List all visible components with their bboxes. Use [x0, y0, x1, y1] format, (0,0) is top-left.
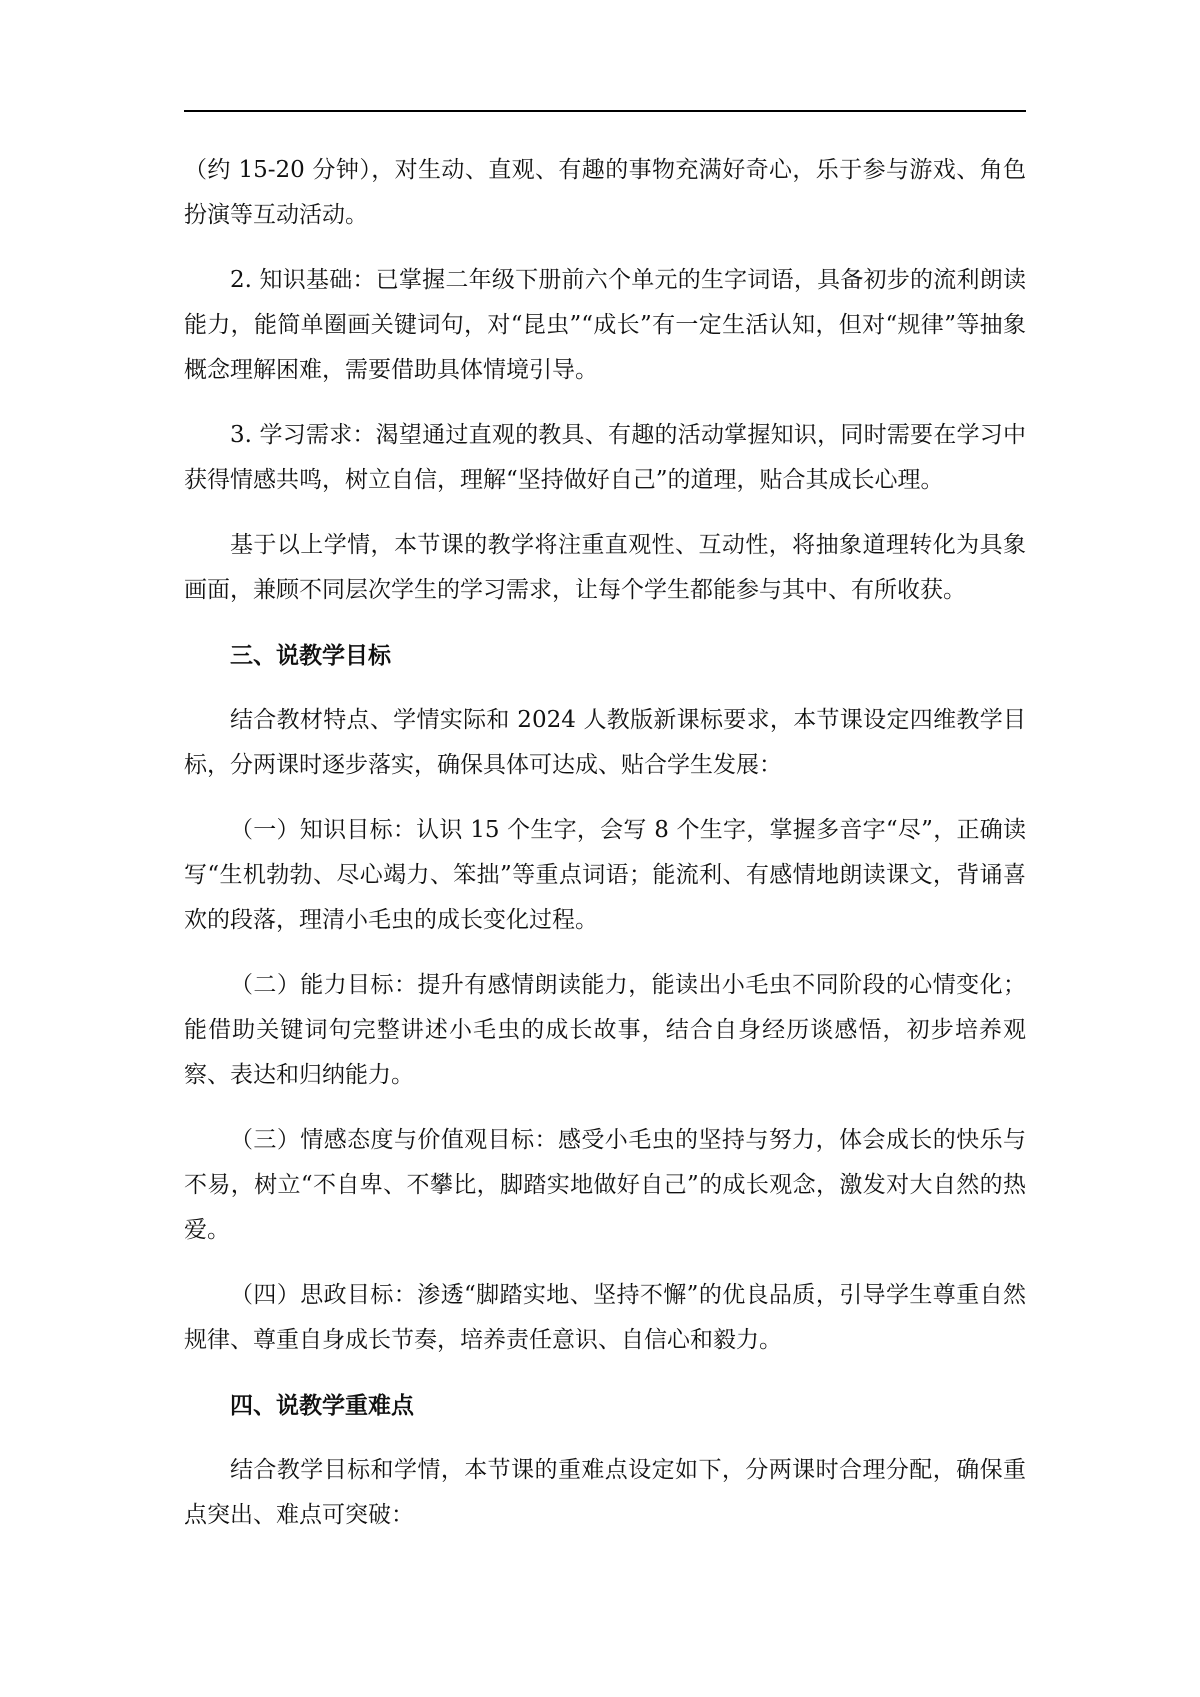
- header-rule: [184, 110, 1026, 112]
- paragraph-ability-goal: （二）能力目标：提升有感情朗读能力，能读出小毛虫不同阶段的心情变化；能借助关键词句完整讲述小毛虫的成长故事，结合自身经历谈感悟，初步培养观察、表达和归纳能力。: [184, 972, 1026, 1088]
- paragraph-key-points-intro: 结合教学目标和学情，本节课的重难点设定如下，分两课时合理分配，确保重点突出、难点可突破：: [184, 1457, 1026, 1528]
- section-heading-key-points: 四、说教学重难点: [230, 1392, 414, 1419]
- section-heading-teaching-goals: 三、说教学目标: [230, 642, 391, 669]
- paragraph-goals-intro: 结合教材特点、学情实际和 2024 人教版新课标要求，本节课设定四维教学目标，分两课时逐步落实，确保具体可达成、贴合学生发展：: [184, 707, 1026, 778]
- document-body: [184, 148, 1026, 1558]
- paragraph-ideology-goal: （四）思政目标：渗透“脚踏实地、坚持不懈”的优良品质，引导学生尊重自然规律、尊重自身成长节奏，培养责任意识、自信心和毅力。: [184, 1282, 1026, 1353]
- paragraph-knowledge-basis: 2. 知识基础：已掌握二年级下册前六个单元的生字词语，具备初步的流利朗读能力，能简单圈画关键词句，对“昆虫”“成长”有一定生活认知，但对“规律”等抽象概念理解困难，需要借助具体情境引导。: [184, 267, 1026, 383]
- paragraph-knowledge-goal: （一）知识目标：认识 15 个生字，会写 8 个生字，掌握多音字“尽”，正确读写“生机勃勃、尽心竭力、笨拙”等重点词语；能流利、有感情地朗读课文，背诵喜欢的段落，理清小毛虫的成长变化过程。: [184, 817, 1026, 933]
- paragraph-continuation: （约 15-20 分钟），对生动、直观、有趣的事物充满好奇心，乐于参与游戏、角色扮演等互动活动。: [184, 157, 1026, 228]
- paragraph-learning-needs: 3. 学习需求：渴望通过直观的教具、有趣的活动掌握知识，同时需要在学习中获得情感共鸣，树立自信，理解“坚持做好自己”的道理，贴合其成长心理。: [184, 422, 1026, 493]
- paragraph-learning-summary: 基于以上学情，本节课的教学将注重直观性、互动性，将抽象道理转化为具象画面，兼顾不同层次学生的学习需求，让每个学生都能参与其中、有所收获。: [184, 532, 1026, 603]
- paragraph-emotion-goal: （三）情感态度与价值观目标：感受小毛虫的坚持与努力，体会成长的快乐与不易，树立“不自卑、不攀比，脚踏实地做好自己”的成长观念，激发对大自然的热爱。: [184, 1127, 1026, 1243]
